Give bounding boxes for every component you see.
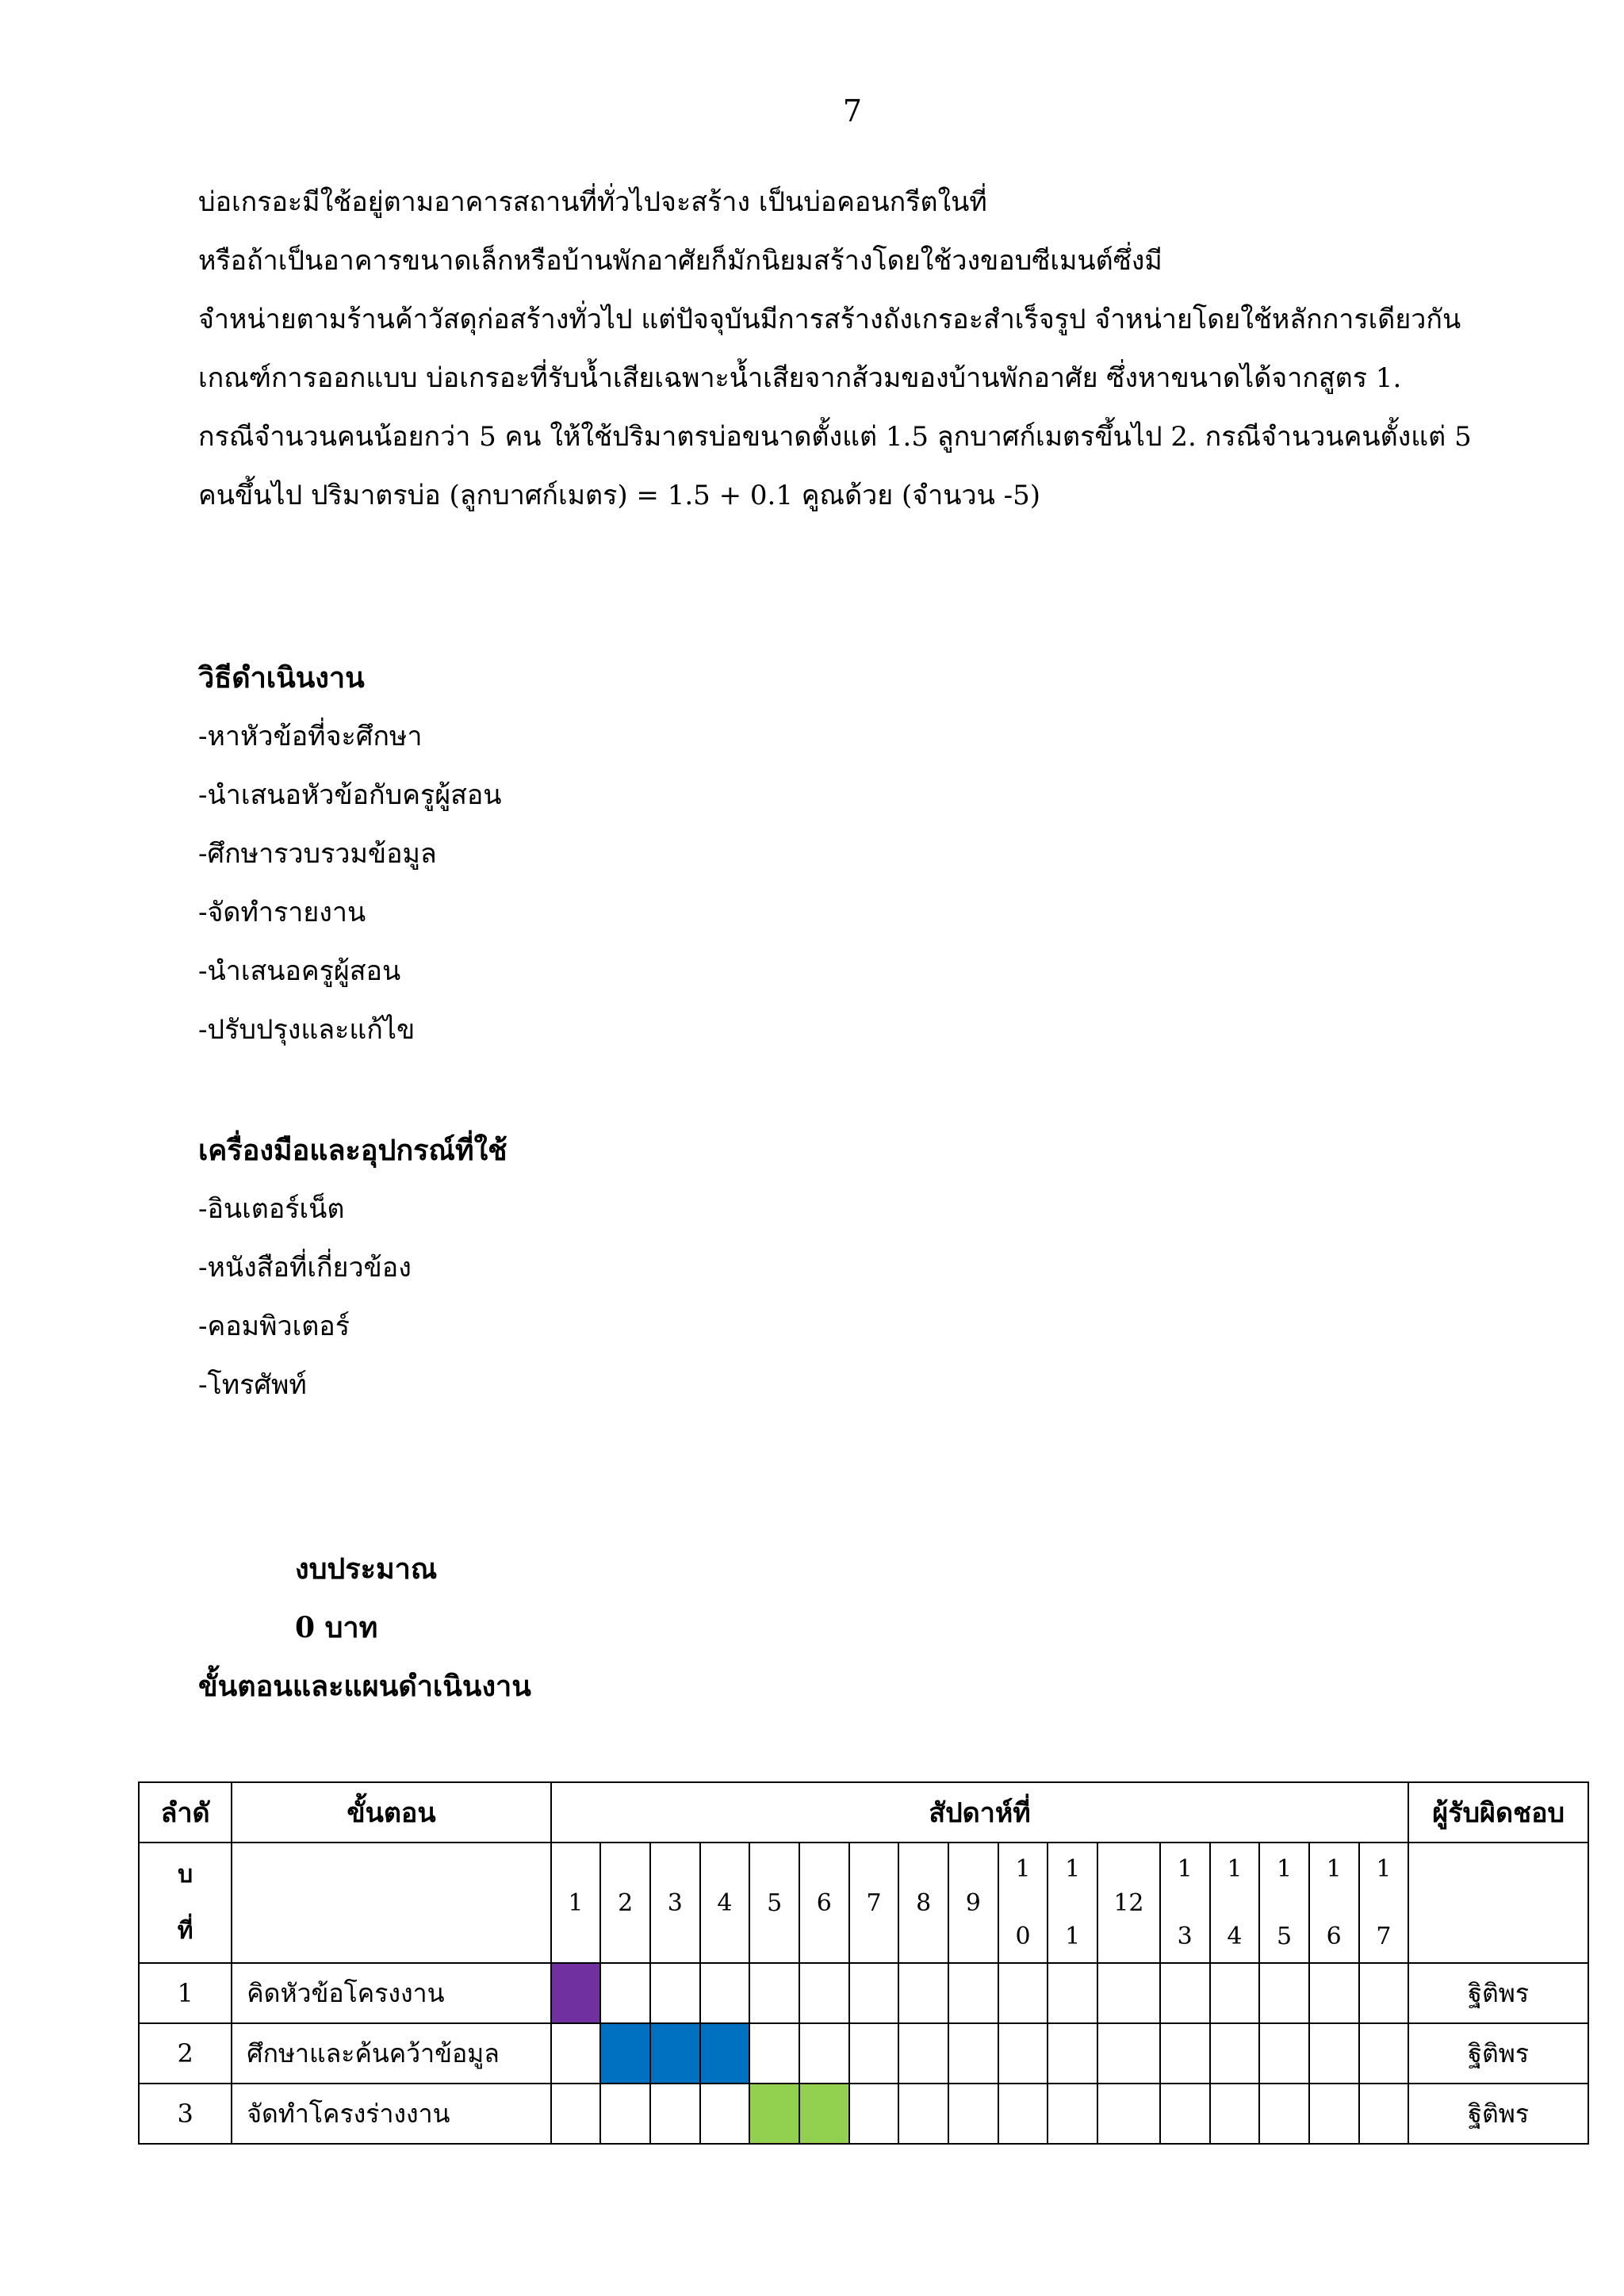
- table-row: [139, 1963, 1588, 2023]
- intro-line: คนขึ้นไป ปริมาตรบ่อ (ลูกบาศก์เมตร) = 1.5 + 0.1 คูณด้วย (จำนวน -5): [198, 480, 1041, 511]
- budget-label: งบประมาณ: [295, 1552, 438, 1586]
- week-cell-active: [700, 2023, 750, 2084]
- week-cell: [849, 2023, 899, 2084]
- week-cell: [1097, 2023, 1160, 2084]
- week-number: 2: [600, 1843, 650, 1963]
- week-number: 1 6: [1309, 1843, 1359, 1963]
- week-cell: [998, 2023, 1048, 2084]
- week-cell: [849, 2084, 899, 2144]
- week-number: 5: [749, 1843, 799, 1963]
- week-cell-active: [600, 2023, 650, 2084]
- week-cell: [1309, 1963, 1359, 2023]
- tools-item: -โทรศัพท์: [198, 1369, 307, 1401]
- tools-section: [198, 1121, 508, 1414]
- week-cell: [1359, 1963, 1409, 2023]
- budget-section: [295, 1540, 437, 1657]
- week-cell-active: [551, 1963, 601, 2023]
- responsible-header: ผู้รับผิดชอบ: [1408, 1782, 1588, 1843]
- methods-section: [198, 649, 502, 1059]
- week-cell: [799, 1963, 849, 2023]
- order-header: ลำดั: [139, 1782, 232, 1843]
- week-cell: [799, 2023, 849, 2084]
- step-header: ขั้นตอน: [232, 1782, 550, 1843]
- week-number: 9: [948, 1843, 998, 1963]
- row-number: 2: [139, 2023, 232, 2084]
- intro-line: บ่อเกรอะมีใช้อยู่ตามอาคารสถานที่ทั่วไปจะสร้าง เป็นบ่อคอนกรีตในที่: [198, 186, 987, 218]
- schedule-table: [138, 1781, 1589, 2145]
- tools-item: -คอมพิวเตอร์: [198, 1311, 350, 1342]
- plan-title: ขั้นตอนและแผนดำเนินงาน: [198, 1670, 531, 1703]
- row-number: 1: [139, 1963, 232, 2023]
- table-row: [139, 2084, 1588, 2144]
- week-cell: [1259, 1963, 1309, 2023]
- intro-line: หรือถ้าเป็นอาคารขนาดเล็กหรือบ้านพักอาศัยก็มักนิยมสร้างโดยใช้วงขอบซีเมนต์ซึ่งมี: [198, 245, 1162, 277]
- week-cell: [1097, 1963, 1160, 2023]
- intro-paragraph: [198, 173, 1472, 525]
- week-number: 4: [700, 1843, 750, 1963]
- week-cell: [948, 2023, 998, 2084]
- week-number: 12: [1097, 1843, 1160, 1963]
- intro-line: เกณฑ์การออกแบบ บ่อเกรอะที่รับน้ำเสียเฉพาะน้ำเสียจากส้วมของบ้านพักอาศัย ซึ่งหาขนาดได้จากสูตร 1.: [198, 362, 1402, 394]
- week-number-row: [139, 1843, 1588, 1963]
- week-cell: [1359, 2023, 1409, 2084]
- responsible-header-cont: [1408, 1843, 1588, 1963]
- week-cell: [749, 2023, 799, 2084]
- tools-item: -อินเตอร์เน็ต: [198, 1193, 345, 1225]
- week-cell: [998, 2084, 1048, 2144]
- methods-item: -หาหัวข้อที่จะศึกษา: [198, 721, 423, 752]
- step-cell: คิดหัวข้อโครงงาน: [232, 1963, 550, 2023]
- methods-item: -นำเสนอหัวข้อกับครูผู้สอน: [198, 779, 502, 811]
- methods-heading: วิธีดำเนินงาน: [198, 661, 365, 695]
- week-number: 3: [650, 1843, 700, 1963]
- responsible-cell: ฐิติพร: [1408, 2084, 1588, 2144]
- methods-item: -นำเสนอครูผู้สอน: [198, 955, 401, 987]
- week-cell: [600, 1963, 650, 2023]
- week-cell: [898, 1963, 948, 2023]
- week-number: 6: [799, 1843, 849, 1963]
- week-cell: [1309, 2023, 1359, 2084]
- week-number: 1 0: [998, 1843, 1048, 1963]
- week-header: สัปดาห์ที่: [551, 1782, 1409, 1843]
- week-number: 1 1: [1048, 1843, 1097, 1963]
- week-cell: [551, 2023, 601, 2084]
- order-header-cont: [139, 1843, 232, 1963]
- table-row: [139, 2023, 1588, 2084]
- step-header-cont: [232, 1843, 550, 1963]
- step-cell: จัดทำโครงร่างงาน: [232, 2084, 550, 2144]
- page-number: 7: [842, 94, 863, 128]
- week-cell: [948, 2084, 998, 2144]
- week-cell: [1048, 2023, 1097, 2084]
- week-cell: [600, 2084, 650, 2144]
- week-cell-active: [650, 2023, 700, 2084]
- methods-item: -จัดทำรายงาน: [198, 897, 366, 928]
- week-number: 1 7: [1359, 1843, 1409, 1963]
- week-cell: [1160, 1963, 1210, 2023]
- week-cell: [700, 1963, 750, 2023]
- budget-amount: 0 บาท: [295, 1611, 378, 1644]
- week-cell: [1048, 2084, 1097, 2144]
- week-number: 7: [849, 1843, 899, 1963]
- step-cell: ศึกษาและค้นคว้าข้อมูล: [232, 2023, 550, 2084]
- responsible-cell: ฐิติพร: [1408, 2023, 1588, 2084]
- intro-line: จำหน่ายตามร้านค้าวัสดุก่อสร้างทั่วไป แต่ปัจจุบันมีการสร้างถังเกรอะสำเร็จรูป จำหน่ายโดยใช้หลักการเดียวกัน: [198, 304, 1461, 335]
- week-cell: [650, 1963, 700, 2023]
- methods-item: -ปรับปรุงและแก้ไข: [198, 1014, 416, 1046]
- week-cell: [1210, 1963, 1260, 2023]
- week-cell: [898, 2023, 948, 2084]
- week-cell-active: [749, 2084, 799, 2144]
- week-number: 1 4: [1210, 1843, 1260, 1963]
- week-cell: [1210, 2084, 1260, 2144]
- responsible-cell: ฐิติพร: [1408, 1963, 1588, 2023]
- week-cell: [749, 1963, 799, 2023]
- week-cell: [898, 2084, 948, 2144]
- tools-item: -หนังสือที่เกี่ยวข้อง: [198, 1252, 412, 1284]
- week-cell: [948, 1963, 998, 2023]
- methods-item: -ศึกษารวบรวมข้อมูล: [198, 838, 437, 870]
- week-cell: [1160, 2023, 1210, 2084]
- week-cell: [849, 1963, 899, 2023]
- week-cell: [1048, 1963, 1097, 2023]
- week-cell: [998, 1963, 1048, 2023]
- plan-section: [198, 1657, 531, 1716]
- week-cell: [1259, 2084, 1309, 2144]
- week-number: 1 3: [1160, 1843, 1210, 1963]
- week-cell: [551, 2084, 601, 2144]
- week-cell: [1259, 2023, 1309, 2084]
- week-cell: [1160, 2084, 1210, 2144]
- tools-heading: เครื่องมือและอุปกรณ์ที่ใช้: [198, 1134, 508, 1167]
- week-cell: [1309, 2084, 1359, 2144]
- week-cell-active: [799, 2084, 849, 2144]
- week-cell: [1210, 2023, 1260, 2084]
- week-number: 8: [898, 1843, 948, 1963]
- week-cell: [700, 2084, 750, 2144]
- order-header-line: บ: [178, 1861, 193, 1888]
- row-number: 3: [139, 2084, 232, 2144]
- week-cell: [1359, 2084, 1409, 2144]
- week-cell: [650, 2084, 700, 2144]
- week-number: 1 5: [1259, 1843, 1309, 1963]
- week-cell: [1097, 2084, 1160, 2144]
- week-number: 1: [551, 1843, 601, 1963]
- order-header-line: ที่: [177, 1917, 193, 1945]
- intro-line: กรณีจำนวนคนน้อยกว่า 5 คน ให้ใช้ปริมาตรบ่อขนาดตั้งแต่ 1.5 ลูกบาศก์เมตรขึ้นไป 2. กรณีจำนวนคนตั้งแต่ 5: [198, 421, 1472, 453]
